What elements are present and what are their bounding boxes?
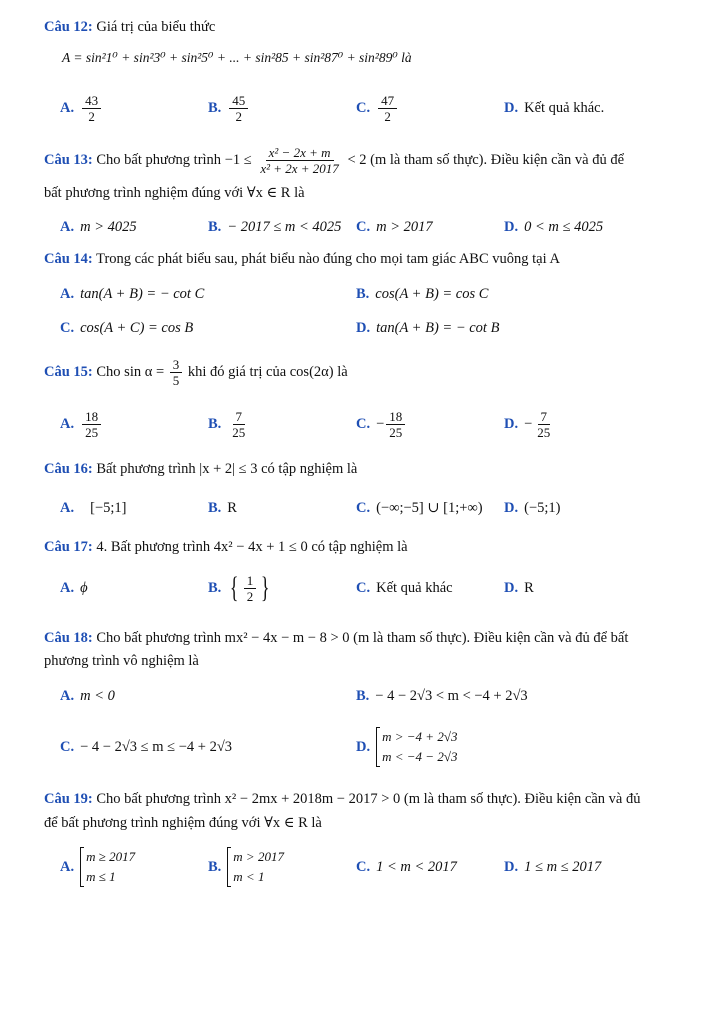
option-b[interactable]	[208, 845, 284, 889]
option-a[interactable]	[60, 404, 103, 444]
question-13	[44, 140, 692, 180]
numerator: 7	[538, 409, 551, 425]
question-label: Câu 19:	[44, 791, 93, 807]
option-text: − 4 − 2√3 < m < −4 + 2√3	[375, 687, 528, 704]
question-label: Câu 17:	[44, 539, 93, 555]
option-text: Kết quả khác	[376, 579, 453, 596]
ineq-lhs: −1 ≤	[224, 152, 252, 168]
option-label: C.	[356, 858, 371, 875]
option-text: R	[524, 579, 534, 596]
option-label: A.	[60, 858, 75, 875]
option-text: R	[227, 499, 237, 516]
left-brace-glyph: {	[230, 571, 239, 604]
q16-options	[60, 488, 700, 528]
option-text: (−5;1)	[524, 499, 561, 516]
question-text-cont: khi đó giá trị của cos(2α) là	[187, 364, 348, 380]
q18-options-row2	[60, 725, 700, 769]
option-label: A.	[60, 285, 75, 302]
option-label: A.	[60, 99, 75, 116]
option-text: ϕ	[80, 579, 88, 596]
denominator: 2	[384, 108, 391, 124]
option-label: A.	[60, 415, 75, 432]
option-a[interactable]	[60, 488, 126, 528]
question-text: Cho bất phương trình mx² − 4x − m − 8 > 0 (m là tham số thực). Điều kiện cần và đủ để bất	[96, 630, 629, 646]
q15-options	[60, 404, 700, 444]
fraction	[534, 409, 553, 440]
fraction	[378, 93, 397, 124]
option-d[interactable]	[504, 488, 560, 528]
set-brace	[227, 573, 272, 604]
numerator: x² − 2x + m	[266, 145, 334, 161]
denominator: x² + 2x + 2017	[260, 161, 339, 177]
question-text: Cho bất phương trình	[96, 152, 222, 168]
system-line-1: m ≥ 2017	[86, 849, 136, 864]
numerator: 47	[378, 93, 397, 109]
question-label: Câu 15:	[44, 364, 93, 380]
option-d[interactable]	[356, 725, 457, 769]
system-bracket	[376, 727, 457, 767]
option-label: D.	[504, 415, 519, 432]
option-label: C.	[60, 738, 75, 755]
numerator: 1	[244, 573, 257, 589]
option-label: B.	[208, 858, 222, 875]
question-text: Cho bất phương trình x² − 2mx + 2018m − 2017 > 0 (m là tham số thực). Điều kiện cần và đủ	[96, 791, 641, 807]
expression: A = sin²1⁰ + sin²3⁰ + sin²5⁰ + ... + sin²85 + sin²87⁰ + sin²89⁰	[62, 50, 398, 65]
denominator: 2	[88, 108, 95, 124]
question-text: 4. Bất phương trình 4x² − 4x + 1 ≤ 0 có tập nghiệm là	[96, 539, 408, 555]
denominator: 25	[389, 424, 403, 440]
system-line-2: m ≤ 1	[86, 869, 116, 884]
fraction	[82, 409, 101, 440]
option-c[interactable]	[356, 404, 407, 444]
question-text-cont: (m là tham số thực). Điều kiện cần và đủ để	[370, 152, 625, 168]
option-label: A.	[60, 499, 75, 516]
option-b[interactable]	[208, 207, 341, 247]
option-c[interactable]	[356, 207, 433, 247]
numerator: 45	[229, 93, 248, 109]
denominator: 25	[537, 424, 551, 440]
option-label: D.	[504, 218, 519, 235]
numerator: 43	[82, 93, 101, 109]
question-18	[44, 627, 692, 649]
denominator: 2	[235, 108, 243, 124]
fraction	[82, 93, 101, 124]
option-label: C.	[60, 319, 75, 336]
option-d[interactable]	[356, 308, 499, 348]
question-text-line2: phương trình vô nghiệm là	[44, 653, 199, 669]
option-text: 1 < m < 2017	[376, 858, 457, 875]
option-label: B.	[208, 415, 222, 432]
question-text: Cho sin α =	[96, 364, 165, 380]
option-label: A.	[60, 579, 75, 596]
option-d[interactable]	[504, 568, 534, 608]
option-label: D.	[504, 499, 519, 516]
fraction	[244, 573, 257, 604]
option-d[interactable]	[504, 404, 555, 444]
option-label: B.	[356, 285, 370, 302]
option-a[interactable]	[60, 676, 115, 716]
option-text: [−5;1]	[90, 499, 127, 516]
option-text: tan(A + B) = − cot B	[376, 319, 500, 336]
question-19	[44, 788, 692, 810]
fraction	[257, 145, 341, 176]
denominator: 5	[172, 373, 180, 389]
option-b[interactable]	[356, 676, 528, 716]
option-c[interactable]	[356, 568, 453, 608]
option-a[interactable]	[60, 88, 103, 128]
option-text: (−∞;−5] ∪ [1;+∞)	[376, 499, 483, 516]
system-bracket	[227, 847, 284, 887]
option-b[interactable]	[208, 88, 250, 128]
option-sign: −	[524, 415, 533, 432]
option-a[interactable]	[60, 207, 137, 247]
question-text: Trong các phát biểu sau, phát biểu nào đúng cho mọi tam giác ABC vuông tại A	[96, 251, 560, 267]
option-d[interactable]	[504, 207, 603, 247]
q12-expression	[62, 50, 412, 66]
denominator: 25	[85, 424, 99, 440]
numerator: 3	[170, 357, 183, 373]
option-label: D.	[504, 99, 519, 116]
option-text: tan(A + B) = − cot C	[80, 285, 205, 302]
denominator: 2	[246, 588, 254, 604]
option-label: C.	[356, 499, 371, 516]
option-c[interactable]	[356, 488, 483, 528]
system-bracket	[80, 847, 135, 887]
option-b[interactable]	[208, 568, 273, 608]
question-12	[44, 16, 692, 38]
option-label: B.	[208, 218, 222, 235]
system-line-2: m < 1	[233, 869, 265, 884]
question-14	[44, 248, 692, 270]
option-c[interactable]	[60, 725, 232, 769]
question-17	[44, 536, 692, 558]
q17-options	[60, 568, 700, 608]
question-label: Câu 18:	[44, 630, 93, 646]
option-label: D.	[504, 858, 519, 875]
option-a[interactable]	[60, 568, 88, 608]
question-15	[44, 352, 692, 392]
system-line-2: m < −4 − 2√3	[382, 749, 458, 764]
numerator: 18	[82, 409, 101, 425]
question-19-line2	[44, 812, 692, 834]
question-label: Câu 16:	[44, 461, 93, 477]
question-13-line2	[44, 182, 692, 204]
option-c[interactable]	[356, 845, 457, 889]
system-line-1: m > −4 + 2√3	[382, 729, 458, 744]
option-label: D.	[356, 738, 371, 755]
option-text: cos(A + B) = cos C	[375, 285, 489, 302]
q14-options-row2	[60, 308, 700, 348]
question-text-line2: bất phương trình nghiệm đúng với ∀x ∈ R là	[44, 185, 305, 201]
option-text: − 4 − 2√3 ≤ m ≤ −4 + 2√3	[80, 738, 233, 755]
option-label: A.	[60, 218, 75, 235]
option-label: D.	[504, 579, 519, 596]
question-label: Câu 13:	[44, 152, 93, 168]
option-text: − 2017 ≤ m < 4025	[227, 218, 342, 235]
ineq-rhs: < 2	[347, 152, 367, 168]
fraction	[229, 409, 248, 440]
option-sign: −	[376, 415, 385, 432]
question-label: Câu 14:	[44, 251, 93, 267]
option-text: Kết quả khác.	[524, 99, 605, 116]
question-text: Giá trị của biểu thức	[96, 19, 216, 35]
fraction	[170, 357, 183, 388]
expression-tail: là	[401, 50, 412, 65]
option-label: B.	[356, 687, 370, 704]
numerator: 18	[386, 409, 405, 425]
option-d[interactable]	[504, 845, 601, 889]
question-label: Câu 12:	[44, 19, 93, 35]
q13-options	[60, 207, 700, 247]
fraction	[386, 409, 405, 440]
question-16	[44, 458, 692, 480]
fraction	[229, 93, 248, 124]
q18-options-row1	[60, 676, 700, 716]
question-text: Bất phương trình |x + 2| ≤ 3 có tập nghiệm là	[96, 461, 358, 477]
system-line-1: m > 2017	[233, 849, 284, 864]
option-d[interactable]	[504, 88, 604, 128]
option-c[interactable]	[60, 308, 193, 348]
q12-options	[60, 88, 700, 128]
numerator: 7	[233, 409, 246, 425]
option-text: m < 0	[80, 687, 115, 704]
option-label: B.	[208, 99, 222, 116]
option-text: m > 2017	[376, 218, 433, 235]
option-c[interactable]	[356, 88, 399, 128]
option-label: B.	[208, 579, 222, 596]
option-b[interactable]	[208, 404, 250, 444]
option-a[interactable]	[60, 845, 135, 889]
option-b[interactable]	[208, 488, 237, 528]
q19-options	[60, 845, 700, 889]
denominator: 25	[232, 424, 246, 440]
option-label: B.	[208, 499, 222, 516]
option-label: C.	[356, 415, 371, 432]
option-text: 0 < m ≤ 4025	[524, 218, 604, 235]
option-label: D.	[356, 319, 371, 336]
option-label: C.	[356, 99, 371, 116]
option-text: cos(A + C) = cos B	[80, 319, 194, 336]
question-18-line2	[44, 650, 692, 672]
option-label: A.	[60, 687, 75, 704]
question-text-line2: để bất phương trình nghiệm đúng với ∀x ∈ R là	[44, 815, 322, 831]
option-text: 1 ≤ m ≤ 2017	[524, 858, 602, 875]
option-label: C.	[356, 218, 371, 235]
option-text: m > 4025	[80, 218, 137, 235]
right-brace-glyph: }	[261, 571, 270, 604]
option-label: C.	[356, 579, 371, 596]
